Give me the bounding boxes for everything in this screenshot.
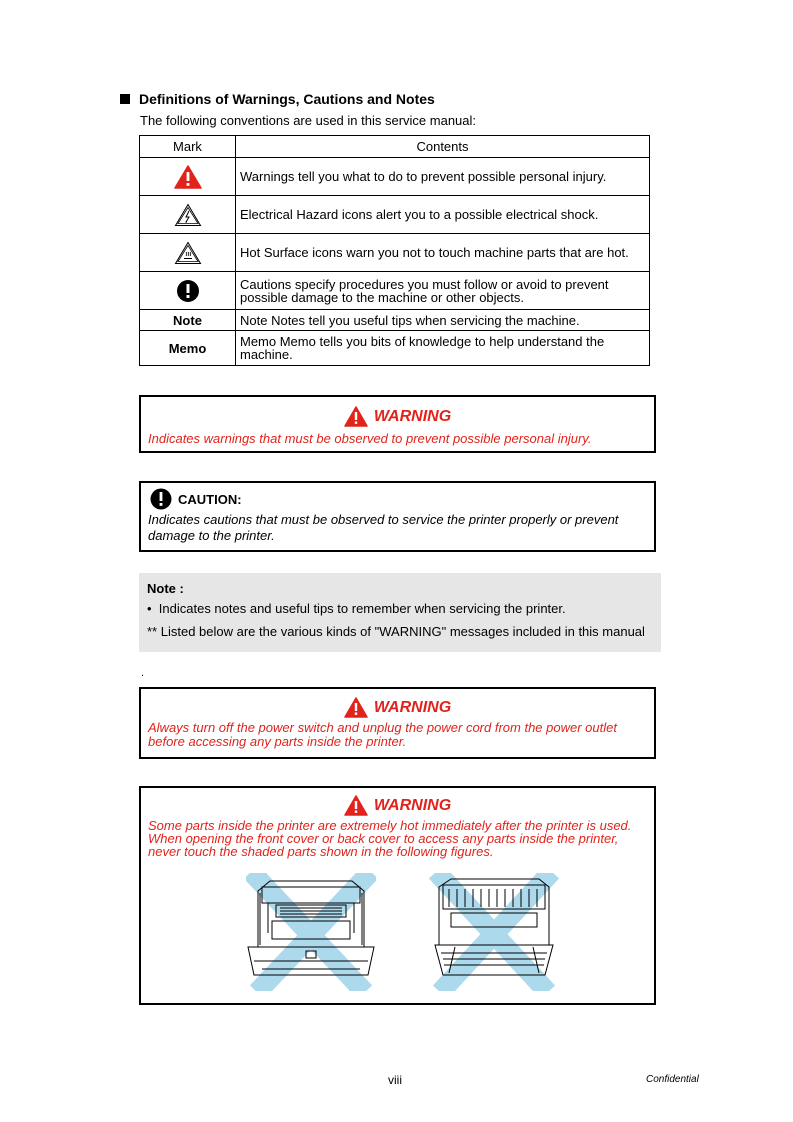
conventions-table (139, 135, 650, 366)
section-title: Definitions of Warnings, Cautions and Notes (139, 91, 435, 107)
header-mark: Mark (140, 136, 236, 158)
mark-cell (140, 234, 236, 272)
warning-title-text: WARNING (373, 796, 452, 814)
content-cell: Electrical Hazard icons alert you to a possible electrical shock. (236, 196, 650, 234)
caution-title-text: CAUTION: (178, 491, 242, 507)
table-row (140, 272, 650, 310)
note-bullet (147, 601, 566, 616)
warning-triangle-icon (344, 697, 368, 718)
square-bullet-icon (120, 94, 130, 104)
caution-title (150, 488, 654, 510)
caution-exclamation-icon (150, 488, 172, 510)
warning-box (139, 786, 656, 1005)
mark-cell-note: Note (140, 310, 236, 331)
warning-text: Always turn off the power switch and unplug the power cord from the power outlet before accessing any parts inside the printer. (148, 720, 617, 749)
bullet-icon: • (147, 601, 159, 616)
warning-triangle-icon (174, 165, 202, 189)
content-cell: Hot Surface icons warn you not to touch machine parts that are hot. (236, 234, 650, 272)
note-line: ** Listed below are the various kinds of "WARNING" messages included in this manual (147, 624, 645, 639)
printer-front-figure (246, 873, 376, 991)
warning-title-text: WARNING (373, 407, 452, 425)
content-cell: Note Notes tell you useful tips when servicing the machine. (236, 310, 650, 331)
table-header-row (140, 136, 650, 158)
table-row (140, 158, 650, 196)
shaded-cross-icon (443, 879, 545, 985)
warning-triangle-icon (344, 795, 368, 816)
warning-triangle-icon (344, 406, 368, 427)
mark-cell (140, 158, 236, 196)
mark-cell-memo: Memo (140, 331, 236, 366)
caution-exclamation-icon (176, 279, 200, 303)
header-contents: Contents (236, 136, 650, 158)
content-cell: Cautions specify procedures you must follow or avoid to prevent possible damage to the machine or other objects. (236, 272, 650, 310)
section-heading (120, 91, 435, 107)
confidential-label: Confidential (646, 1074, 699, 1085)
content-cell: Warnings tell you what to do to prevent possible personal injury. (236, 158, 650, 196)
caution-box (139, 481, 656, 552)
warning-title (141, 697, 654, 718)
warning-box (139, 687, 656, 759)
intro-text: The following conventions are used in this service manual: (140, 113, 477, 128)
warning-text: Indicates warnings that must be observed to prevent possible personal injury. (148, 431, 592, 446)
hot-surface-icon (174, 241, 202, 265)
note-bullet-text: Indicates notes and useful tips to remember when servicing the printer. (158, 601, 566, 616)
table-row (140, 331, 650, 366)
warning-title (141, 795, 654, 816)
caution-text: Indicates cautions that must be observed to service the printer properly or prevent damage to the printer. (148, 512, 619, 543)
content-cell: Memo Memo tells you bits of knowledge to help understand the machine. (236, 331, 650, 366)
table-row (140, 234, 650, 272)
electrical-hazard-icon (174, 203, 202, 227)
warning-title (141, 406, 654, 427)
mark-cell (140, 272, 236, 310)
table-row (140, 196, 650, 234)
stray-dot: . (141, 667, 145, 679)
printer-rear-figure (429, 873, 559, 991)
table-row (140, 310, 650, 331)
warning-text: Some parts inside the printer are extremely hot immediately after the printer is used. When opening the front cover or back cover to access any parts inside the printer, never touch the shaded parts shown in the following figures. (148, 818, 632, 859)
warning-title-text: WARNING (373, 698, 452, 716)
note-title: Note : (147, 581, 184, 596)
mark-cell (140, 196, 236, 234)
page-number: viii (388, 1073, 402, 1087)
warning-box (139, 395, 656, 453)
note-box (139, 573, 661, 652)
